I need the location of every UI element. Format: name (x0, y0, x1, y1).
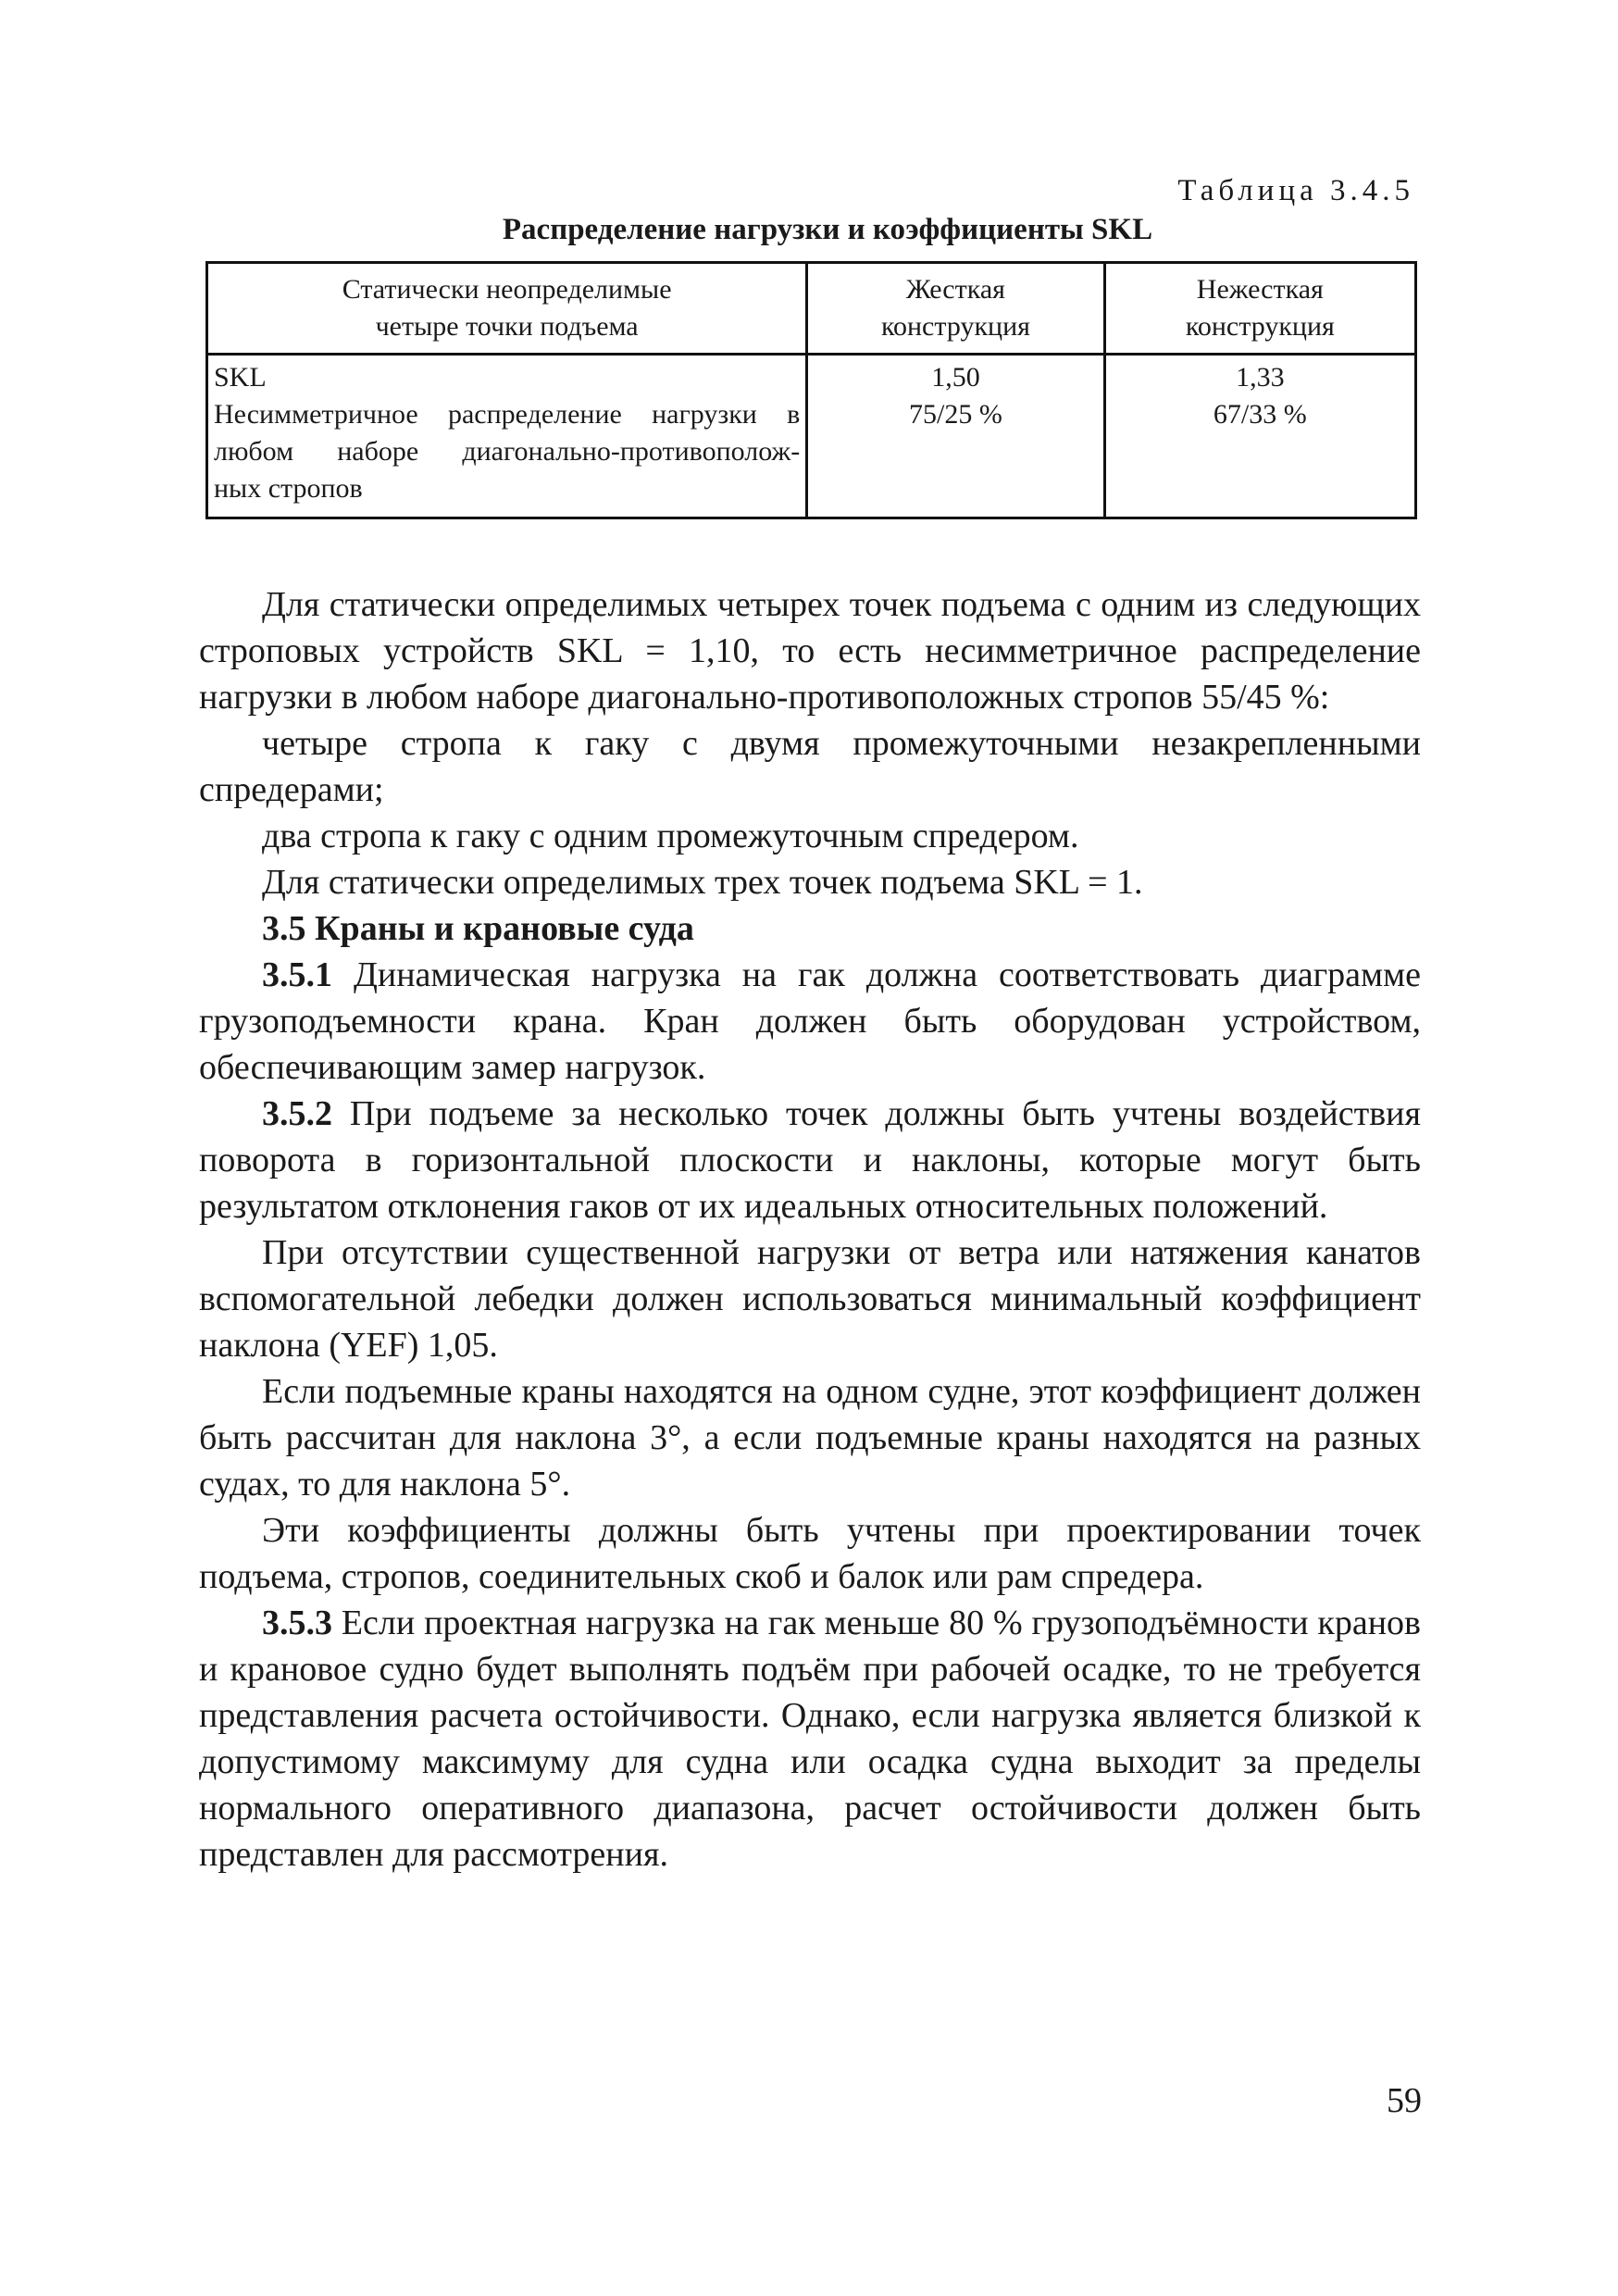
page-number: 59 (1387, 2081, 1422, 2120)
cell-value: 1,33 (1236, 362, 1285, 393)
cell-value: 75/25 % (909, 399, 1002, 430)
body-text (199, 581, 1421, 1878)
header-line: Статически неопределимые (342, 274, 672, 305)
clause-number: 3.5.2 (262, 1094, 332, 1133)
table-cell (807, 355, 1104, 518)
header-line: конструкция (880, 311, 1030, 342)
clause-number: 3.5.1 (262, 955, 332, 994)
cell-value: 1,50 (931, 362, 980, 393)
table-header-cell (807, 263, 1104, 355)
cell-line: ных стропов (214, 473, 363, 504)
table-cell (1104, 355, 1415, 518)
table-header-cell (207, 263, 807, 355)
table-header-row (207, 263, 1416, 355)
paragraph-text: При подъеме за несколько точек должны быть учтены воздействия поворота в горизонтальной плоскости и наклоны, которые могут быть результатом отклонения гаков от их идеальных относительных положений. (199, 1094, 1421, 1226)
cell-line: Несимметричное распределение нагрузки в (214, 399, 801, 430)
table-row (207, 355, 1416, 518)
paragraph: Эти коэффициенты должны быть учтены при проектировании точек подъема, стропов, соединительных скоб и балок или рам спредера. (199, 1511, 1421, 1596)
paragraph (199, 952, 1421, 1091)
paragraph: Для статически определимых четырех точек подъема с одним из следующих строповых устройств SKL = 1,10, то есть несимметричное распределение нагрузки в любом наборе диагонально-противоположных стропов 55/45 %: (199, 585, 1421, 717)
header-line: конструкция (1185, 311, 1335, 342)
paragraph (199, 1600, 1421, 1878)
paragraph: четыре стропа к гаку с двумя промежуточными незакрепленными спредерами; (199, 724, 1421, 809)
table-cell (207, 355, 807, 518)
header-line: Жесткая (905, 274, 1005, 305)
cell-value: 67/33 % (1213, 399, 1307, 430)
paragraph (199, 1091, 1421, 1229)
clause-number: 3.5.3 (262, 1603, 332, 1642)
paragraph-text: Динамическая нагрузка на гак должна соответствовать диаграмме грузоподъемности крана. Кран должен быть оборудован устройством, обеспечивающим замер нагрузок. (199, 955, 1421, 1087)
table-title: Распределение нагрузки и коэффициенты SKL (502, 213, 1153, 246)
section-heading: 3.5 Краны и крановые суда (262, 909, 694, 948)
header-line: Нежесткая (1196, 274, 1324, 305)
load-distribution-table (205, 261, 1417, 519)
table-label: Таблица 3.4.5 (1177, 174, 1414, 207)
paragraph: При отсутствии существенной нагрузки от ветра или натяжения канатов вспомогательной лебедки должен использоваться минимальный коэффициент наклона (YEF) 1,05. (199, 1233, 1421, 1365)
header-line: четыре точки подъема (375, 311, 639, 342)
cell-line: SKL (214, 362, 267, 393)
cell-line: любом наборе диагонально-противополож- (214, 436, 801, 467)
paragraph-text: Если проектная нагрузка на гак меньше 80 % грузоподъёмности кранов и крановое судно будет выполнять подъём при рабочей осадке, то не требуется представления расчета остойчивости. Однако, если нагрузка является близкой к допустимому максимуму для судна или осадка судна выходит за пределы нормального оперативного диапазона, расчет остойчивости должен быть представлен для рассмотрения. (199, 1603, 1421, 1874)
paragraph: Если подъемные краны находятся на одном судне, этот коэффициент должен быть рассчитан для наклона 3°, а если подъемные краны находятся на разных судах, то для наклона 5°. (199, 1372, 1421, 1504)
table-header-cell (1104, 263, 1415, 355)
paragraph: Для статически определимых трех точек подъема SKL = 1. (262, 863, 1143, 902)
paragraph: два стропа к гаку с одним промежуточным спредером. (262, 817, 1079, 855)
